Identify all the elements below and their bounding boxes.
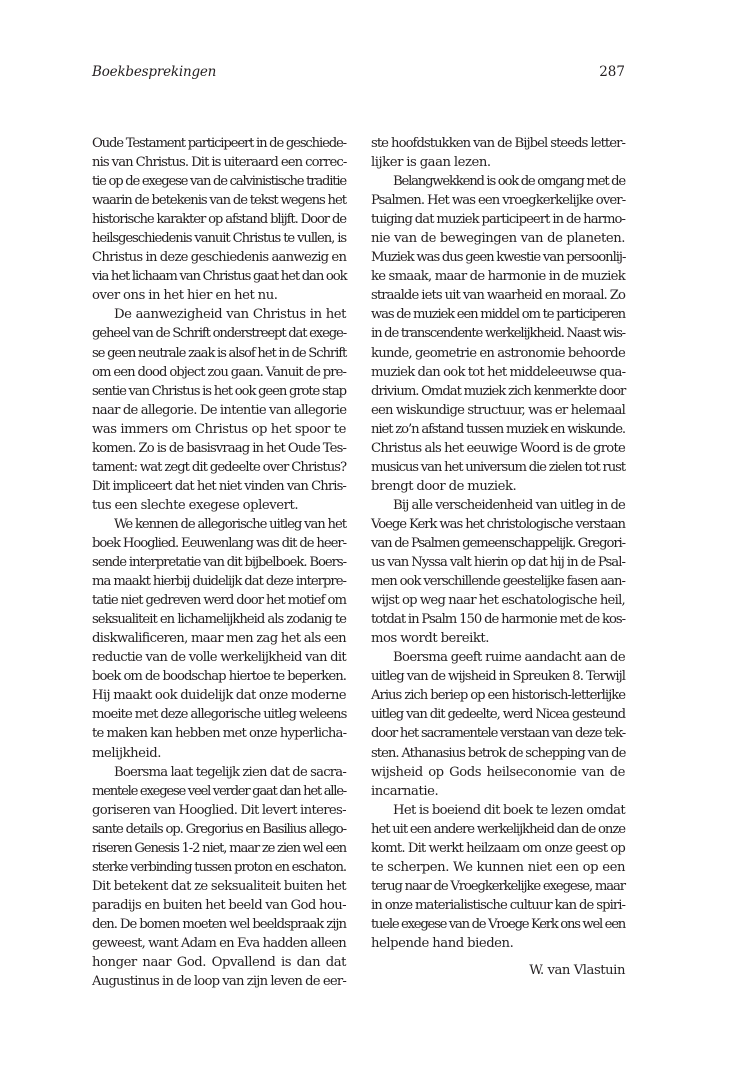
- text-line: naar de allegorie. De intentie van allegorie: [92, 402, 347, 418]
- text-line: het uit een andere werkelijkheid dan de onze: [371, 821, 625, 837]
- text-line: in de transcendente werkelijkheid. Naast wis-: [371, 326, 625, 342]
- text-line: te scherpen. We kunnen niet een op een: [371, 859, 625, 875]
- running-head-title: Boekbesprekingen: [92, 64, 217, 80]
- text-line: Belangwekkend is ook de omgang met de: [393, 174, 625, 190]
- text-line: heilsgeschiedenis vanuit Christus te vullen, is: [92, 231, 346, 247]
- text-line: Boersma laat tegelijk zien dat de sacra-: [114, 764, 346, 780]
- text-line: Psalmen. Het was een vroegkerkelijke over-: [371, 193, 626, 209]
- text-line: Muziek was dus geen kwestie van persoonlij-: [371, 250, 626, 266]
- text-line: tuele exegese van de Vroege Kerk ons wel een: [371, 916, 625, 932]
- text-line: Christus als het eeuwige Woord is de grote: [371, 440, 626, 456]
- text-line: Bij alle verscheidenheid van uitleg in de: [393, 497, 625, 513]
- text-line: se geen neutrale zaak is alsof het in de Schrift: [92, 345, 347, 361]
- text-line: niet zo’n afstand tussen muziek en wiskunde.: [371, 421, 625, 437]
- text-line: tus een slechte exegese oplevert.: [92, 497, 299, 513]
- text-line: te maken kan hebben met onze hyperlicha-: [92, 726, 347, 742]
- text-line: tuiging dat muziek participeert in de harmo-: [371, 212, 626, 228]
- text-line: Christus in deze geschiedenis aanwezig en: [92, 250, 347, 266]
- text-line: De aanwezigheid van Christus in het: [114, 307, 346, 323]
- text-line: melijkheid.: [92, 745, 162, 761]
- text-line: Dit betekent dat ze seksualiteit buiten het: [92, 878, 346, 894]
- text-line: seksualiteit en lichamelijkheid als zodanig te: [92, 612, 346, 628]
- text-line: uitleg van de wijsheid in Spreuken 8. Terwijl: [371, 669, 625, 685]
- review-author-signature: W. van Vlastuin: [529, 963, 625, 978]
- text-line: komt. Dit werkt heilzaam om onze geest op: [371, 840, 625, 856]
- text-line: tatie niet gedreven werd door het motief om: [92, 593, 346, 609]
- text-line: mentele exegese veel verder gaat dan het alle-: [92, 783, 346, 799]
- text-line: geheel van de Schrift onderstreept dat exege-: [92, 326, 346, 342]
- text-line: sentie van Christus is het ook geen grote stap: [92, 383, 346, 399]
- text-line: in onze materialistische cultuur kan de spiri-: [371, 897, 625, 913]
- text-line: ste hoofdstukken van de Bijbel steeds letter-: [371, 136, 625, 151]
- text-line: boek Hooglied. Eeuwenlang was dit de heer-: [92, 535, 346, 551]
- text-line: paradijs en buiten het beeld van God hou-: [92, 897, 346, 913]
- text-line: een wiskundige structuur, was er helemaal: [371, 402, 625, 418]
- text-line: Hij maakt ook duidelijk dat onze moderne: [92, 688, 346, 704]
- text-line: Oude Testament participeert in de geschiede-: [92, 136, 346, 151]
- text-line: Arius zich beriep op een historisch-letterlijke: [371, 688, 625, 704]
- text-line: totdat in Psalm 150 de harmonie met de kos-: [371, 612, 626, 628]
- text-line: mos wordt bereikt.: [371, 631, 490, 647]
- text-line: uitleg van dit gedeelte, werd Nicea gesteund: [371, 707, 625, 723]
- text-line: van de Psalmen gemeenschappelijk. Gregori-: [371, 535, 625, 551]
- text-line: Augustinus in de loop van zijn leven de eer-: [92, 974, 346, 990]
- text-line: historische karakter op afstand blijft. Door de: [92, 212, 346, 228]
- text-line: waarin de betekenis van de tekst wegens het: [92, 193, 346, 209]
- text-line: muziek dan ook tot het middeleeuwse qua-: [371, 364, 626, 380]
- text-line: lijker is gaan lezen.: [371, 155, 491, 171]
- text-line: ma maakt hierbij duidelijk dat deze interpre-: [92, 574, 346, 590]
- text-line: nie van de bewegingen van de planeten.: [371, 231, 625, 247]
- text-line: sten. Athanasius betrok de schepping van de: [371, 745, 626, 761]
- text-line: straalde iets uit van waarheid en moraal. Zo: [371, 288, 625, 304]
- text-line: diskwalificeren, maar men zag het als een: [92, 631, 346, 647]
- text-line: honger naar God. Opvallend is dan dat: [92, 955, 346, 971]
- text-line: musicus van het universum die zielen tot rust: [371, 459, 625, 475]
- text-line: terug naar de Vroegkerkelijke exegese, maar: [371, 878, 625, 894]
- text-line: We kennen de allegorische uitleg van het: [114, 516, 346, 532]
- text-line: door het sacramentele verstaan van deze tek-: [371, 726, 625, 742]
- text-line: Dit impliceert dat het niet vinden van Chris-: [92, 478, 346, 494]
- text-line: us van Nyssa valt hierin op dat hij in de Psal-: [371, 555, 625, 571]
- text-line: om een dood object zou gaan. Vanuit de pre-: [92, 364, 346, 380]
- text-line: men ook verschillende geestelijke fasen aan-: [371, 574, 625, 590]
- text-line: tament: wat zegt dit gedeelte over Christus?: [92, 459, 347, 475]
- text-line: via het lichaam van Christus gaat het dan ook: [92, 269, 347, 285]
- text-line: sante details op. Gregorius en Basilius allego-: [92, 821, 346, 837]
- text-line: wijst op weg naar het eschatologische heil,: [371, 593, 625, 609]
- text-line: over ons in het hier en het nu.: [92, 288, 278, 304]
- text-line: den. De bomen moeten wel beeldspraak zijn: [92, 916, 346, 932]
- text-line: Boersma geeft ruime aandacht aan de: [393, 650, 625, 666]
- left-text-column: [92, 134, 346, 991]
- text-line: drivium. Omdat muziek zich kenmerkte door: [371, 383, 626, 399]
- text-line: geweest, want Adam en Eva hadden alleen: [92, 935, 346, 951]
- text-line: nis van Christus. Dit is uiteraard een correc-: [92, 155, 347, 171]
- text-line: was de muziek een middel om te participeren: [371, 307, 625, 323]
- text-line: reductie van de volle werkelijkheid van dit: [92, 650, 346, 666]
- text-line: goriseren van Hooglied. Dit levert interes-: [92, 802, 346, 818]
- text-line: ke smaak, maar de harmonie in de muziek: [371, 269, 625, 285]
- text-line: sende interpretatie van dit bijbelboek. Boers-: [92, 555, 346, 571]
- text-line: boek om de boodschap hiertoe te beperken.: [92, 669, 346, 685]
- text-line: sterke verbinding tussen proton en eschaton.: [92, 859, 346, 875]
- text-line: brengt door de muziek.: [371, 478, 517, 494]
- text-line: moeite met deze allegorische uitleg weleens: [92, 707, 347, 723]
- text-line: Voege Kerk was het christologische verstaan: [371, 516, 625, 532]
- text-line: was immers om Christus op het spoor te: [92, 421, 346, 437]
- text-line: kunde, geometrie en astronomie behoorde: [371, 345, 626, 361]
- text-line: incarnatie.: [371, 783, 439, 799]
- text-line: Het is boeiend dit boek te lezen omdat: [393, 802, 625, 818]
- text-line: wijsheid op Gods heilseconomie van de: [371, 764, 625, 780]
- page-number: 287: [599, 64, 625, 80]
- text-line: riseren Genesis 1-2 niet, maar ze zien wel een: [92, 840, 346, 856]
- right-text-column: [371, 134, 625, 953]
- text-line: komen. Zo is de basisvraag in het Oude Tes-: [92, 440, 346, 456]
- text-line: helpende hand bieden.: [371, 935, 514, 951]
- text-line: tie op de exegese van de calvinistische traditie: [92, 174, 346, 190]
